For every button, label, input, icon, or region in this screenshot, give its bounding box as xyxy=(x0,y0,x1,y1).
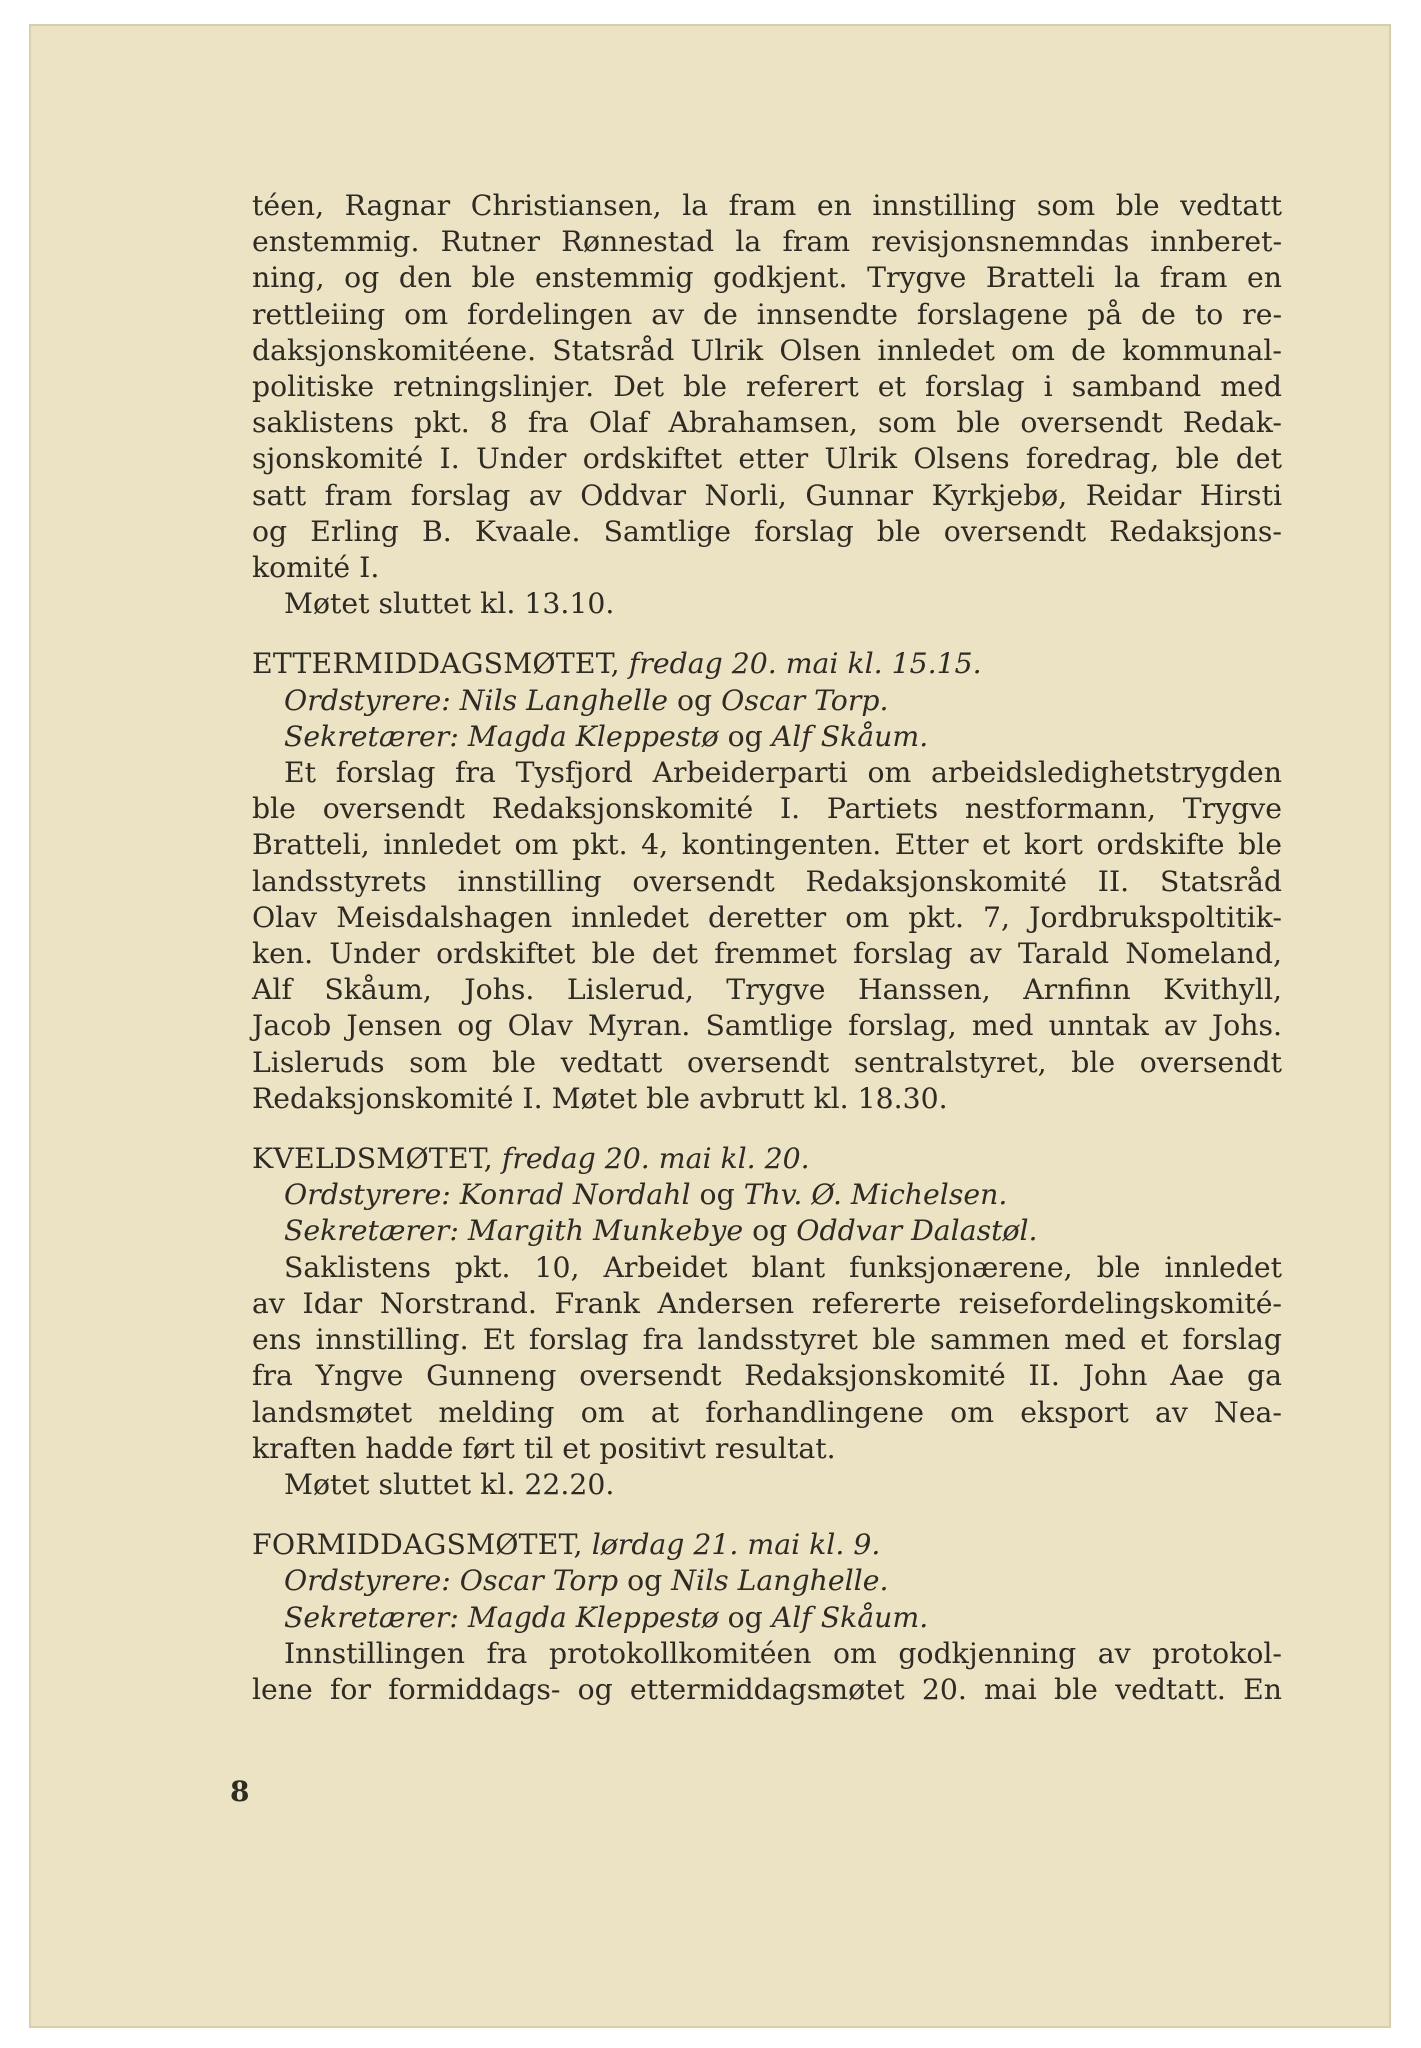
conjunction: og xyxy=(727,1600,763,1634)
conjunction: og xyxy=(676,683,713,717)
text-line: Olav Meisdalshagen innledet deretter om pkt. 7, Jordbrukspoltitik- xyxy=(252,900,1282,934)
section-paragraph xyxy=(252,755,1282,1117)
section-heading xyxy=(252,646,1282,682)
chairs-label: Ordstyrere: Konrad Nordahl xyxy=(284,1178,691,1212)
text-line: ble oversendt Redaksjonskomité I. Partiets nestformann, Trygve xyxy=(252,792,1282,826)
chairs-line xyxy=(252,683,1282,719)
section-title: KVELDSMØTET, xyxy=(252,1142,493,1176)
secretaries-line xyxy=(252,1213,1282,1249)
chairs-label: Ordstyrere: Oscar Torp xyxy=(284,1564,619,1598)
section-date: lørdag 21. mai kl. 9. xyxy=(591,1528,881,1562)
text-line: landsmøtet melding om at forhandlingene om eksport av Nea- xyxy=(252,1395,1282,1429)
text-line: og Erling B. Kvaale. Samtlige forslag ble oversendt Redaksjons- xyxy=(252,514,1282,548)
secretaries-label: Sekretærer: Magda Kleppestø xyxy=(284,1600,719,1634)
conjunction: og xyxy=(627,1564,663,1598)
secretaries-name: Alf Skåum. xyxy=(771,1600,929,1634)
conjunction: og xyxy=(752,1214,788,1248)
text-line: politiske retningslinjer. Det ble referert et forslag i samband med xyxy=(252,370,1282,404)
secretaries-line xyxy=(252,719,1282,755)
secretaries-label: Sekretærer: Magda Kleppestø xyxy=(284,719,719,753)
chairs-label: Ordstyrere: Nils Langhelle xyxy=(284,683,668,717)
text-line: Alf Skåum, Johs. Lislerud, Trygve Hanssen, Arnfinn Kvithyll, xyxy=(252,973,1282,1007)
chairs-name: Nils Langhelle. xyxy=(671,1564,889,1598)
chairs-line xyxy=(252,1563,1282,1599)
conjunction: og xyxy=(727,719,763,753)
text-line: landsstyrets innstilling oversendt Redaksjonskomité II. Statsråd xyxy=(252,864,1282,898)
secretaries-line xyxy=(252,1600,1282,1636)
text-line: daksjonskomitéene. Statsråd Ulrik Olsen innledet om de kommunal- xyxy=(252,333,1282,367)
page-number: 8 xyxy=(230,1775,250,1808)
text-line: fra Yngve Gunneng oversendt Redaksjonskomité II. John Aae ga xyxy=(252,1359,1282,1393)
text-line: Innstillingen fra protokollkomitéen om godkjenning av protokol- xyxy=(284,1636,1282,1670)
text-line: Saklistens pkt. 10, Arbeidet blant funksjonærene, ble innledet xyxy=(284,1250,1282,1284)
section-paragraph xyxy=(252,1636,1282,1708)
section-heading xyxy=(252,1141,1282,1177)
text-line: ken. Under ordskiftet ble det fremmet forslag av Tarald Nomeland, xyxy=(252,937,1282,971)
section-paragraph xyxy=(252,1250,1282,1467)
text-line: enstemmig. Rutner Rønnestad la fram revisjonsnemndas innberet- xyxy=(252,225,1282,259)
text-line: saklistens pkt. 8 fra Olaf Abrahamsen, som ble oversendt Redak- xyxy=(252,406,1282,440)
chairs-name: Thv. Ø. Michelsen. xyxy=(743,1178,1008,1212)
text-line: téen, Ragnar Christiansen, la fram en innstilling som ble vedtatt xyxy=(252,189,1282,222)
section-title: ETTERMIDDAGSMØTET, xyxy=(252,647,620,681)
text-line: kraften hadde ført til et positivt resultat. xyxy=(252,1431,836,1465)
section-date: fredag 20. mai kl. 20. xyxy=(501,1142,810,1176)
text-line: rettleiing om fordelingen av de innsendte forslagene på de to re- xyxy=(252,297,1282,331)
text-line: Jacob Jensen og Olav Myran. Samtlige forslag, med unntak av Johs. xyxy=(252,1009,1282,1043)
section-date: fredag 20. mai kl. 15.15. xyxy=(628,647,982,681)
text-line: ens innstilling. Et forslag fra landsstyret ble sammen med et forslag xyxy=(252,1323,1282,1357)
secretaries-name: Alf Skåum. xyxy=(771,719,929,753)
section-heading xyxy=(252,1527,1282,1563)
secretaries-label: Sekretærer: Margith Munkebye xyxy=(284,1214,744,1248)
meeting-closed-line: Møtet sluttet kl. 13.10. xyxy=(284,587,615,621)
text-line: komité I. xyxy=(252,551,380,585)
text-line: Bratteli, innledet om pkt. 4, kontingenten. Etter et kort ordskifte ble xyxy=(252,828,1282,862)
text-line: lene for formiddags- og ettermiddagsmøtet 20. mai ble vedtatt. En xyxy=(252,1672,1282,1706)
document-body xyxy=(252,188,1282,1708)
text-line: Et forslag fra Tysfjord Arbeiderparti om arbeidsledighetstrygden xyxy=(284,756,1282,790)
chairs-name: Oscar Torp. xyxy=(721,683,889,717)
text-line: Redaksjonskomité I. Møtet ble avbrutt kl. 18.30. xyxy=(252,1081,948,1115)
chairs-line xyxy=(252,1177,1282,1213)
meeting-closed-line: Møtet sluttet kl. 22.20. xyxy=(284,1467,615,1501)
section-title: FORMIDDAGSMØTET, xyxy=(252,1528,583,1562)
text-line: satt fram forslag av Oddvar Norli, Gunnar Kyrkjebø, Reidar Hirsti xyxy=(252,478,1282,512)
intro-paragraph xyxy=(252,188,1282,586)
text-line: av Idar Norstrand. Frank Andersen refererte reisefordelingskomité- xyxy=(252,1286,1282,1320)
conjunction: og xyxy=(699,1178,735,1212)
text-line: ning, og den ble enstemmig godkjent. Trygve Bratteli la fram en xyxy=(252,261,1282,295)
text-line: Lisleruds som ble vedtatt oversendt sentralstyret, ble oversendt xyxy=(252,1045,1282,1079)
secretaries-name: Oddvar Dalastøl. xyxy=(796,1214,1038,1248)
text-line: sjonskomité I. Under ordskiftet etter Ulrik Olsens foredrag, ble det xyxy=(252,442,1282,476)
